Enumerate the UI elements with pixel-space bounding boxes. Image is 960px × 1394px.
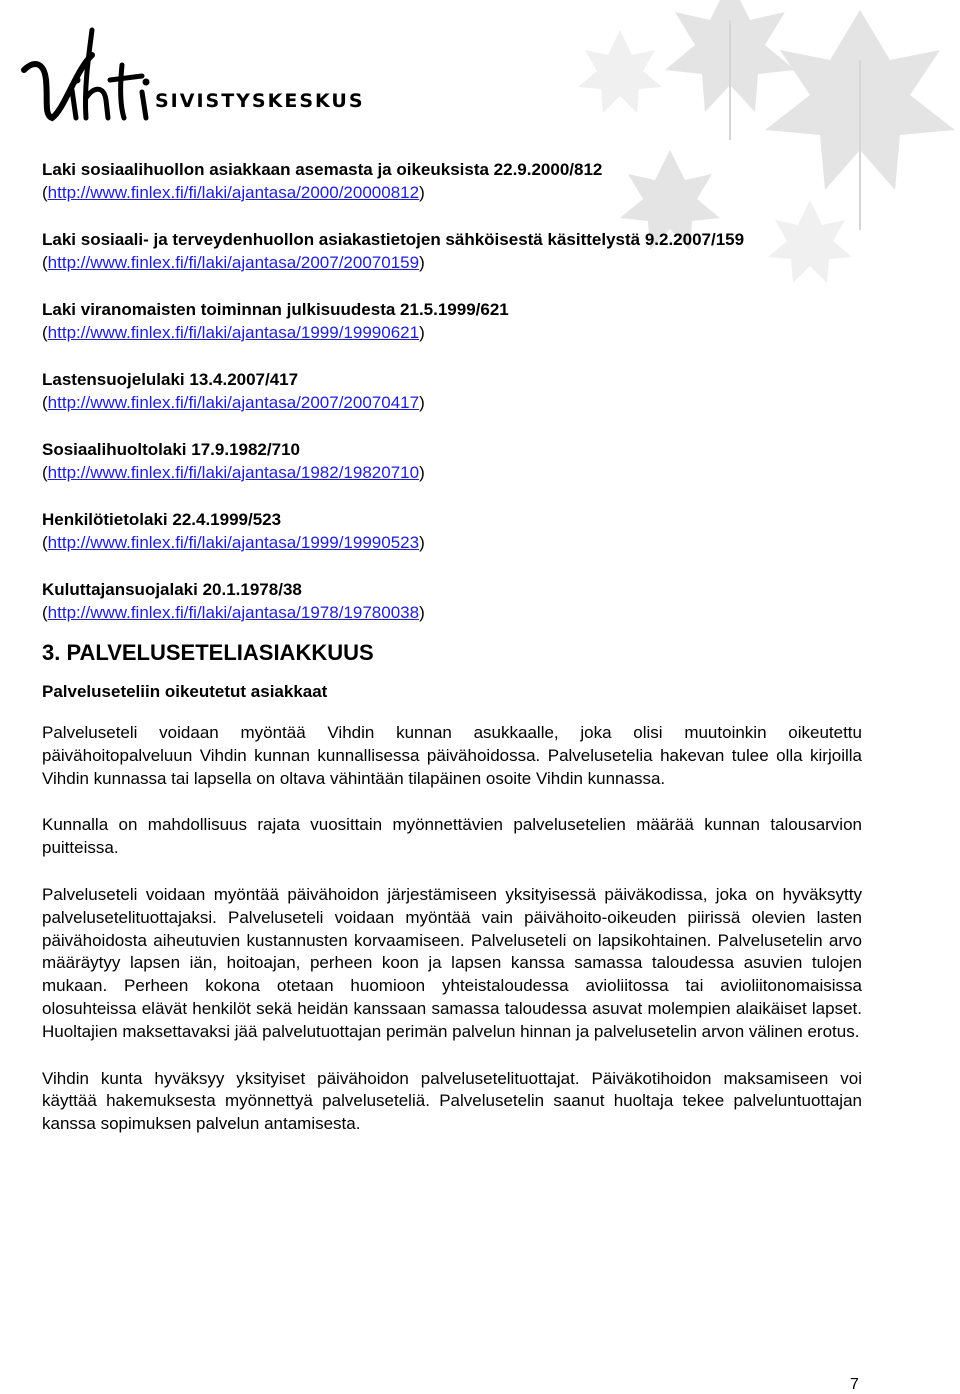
law-reference (42, 578, 862, 624)
law-title: Laki sosiaali- ja terveydenhuollon asiakastietojen sähköisestä käsittelystä 9.2.2007/159 (42, 230, 745, 249)
law-link-line: (http://www.finlex.fi/fi/laki/ajantasa/1999/19990523) (42, 533, 425, 552)
law-url-link[interactable]: http://www.finlex.fi/fi/laki/ajantasa/1999/19990523 (47, 533, 420, 552)
body-paragraph: Palveluseteli voidaan myöntää päivähoidon järjestämiseen yksityisessä päiväkodissa, joka on hyväksytty palvelusetelituottajaksi. Palveluseteli voidaan myöntää vain päivähoito-oikeuden piirissä olevien lasten päivähoidosta aiheutuvien kustannusten korvaamiseen. Palveluseteli on lapsikohtainen. Palvelusetelin arvo määräytyy lapsen iän, hoitoajan, perheen koon ja lapsen kanssa samassa taloudessa asuvien tulojen mukaan. Perheen kokona otetaan huomioon yhteistaloudessa avioliitossa tai avioliitonomaisissa olosuhteissa elävät henkilöt sekä heidän kanssaan samassa taloudessa asuvat molempien alaikäiset lapset. Huoltajien maksettavaksi jää palvelutuottajan perimän palvelun hinnan ja palvelusetelin arvon välinen erotus. (42, 884, 862, 1041)
law-reference-list (42, 158, 862, 624)
section-subheading: Palveluseteliin oikeutetut asiakkaat (42, 682, 328, 701)
vihti-logo-icon (14, 20, 344, 130)
law-link-line: (http://www.finlex.fi/fi/laki/ajantasa/2000/20000812) (42, 183, 425, 202)
law-title: Laki viranomaisten toiminnan julkisuudesta 21.5.1999/621 (42, 300, 509, 319)
section-heading: 3. PALVELUSETELIASIAKKUUS (42, 640, 374, 665)
document-body (42, 158, 862, 1160)
law-url-link[interactable]: http://www.finlex.fi/fi/laki/ajantasa/2007/20070417 (47, 393, 420, 412)
law-link-line: (http://www.finlex.fi/fi/laki/ajantasa/2007/20070417) (42, 393, 425, 412)
law-url-link[interactable]: http://www.finlex.fi/fi/laki/ajantasa/2007/20070159 (47, 253, 420, 272)
law-title: Sosiaalihuoltolaki 17.9.1982/710 (42, 440, 300, 459)
body-paragraph: Vihdin kunta hyväksyy yksityiset päivähoidon palvelusetelituottajat. Päiväkotihoidon maksamiseen voi käyttää hakemuksesta myönnettyä palveluseteliä. Palvelusetelin saanut huoltaja tekee palveluntuottajan kanssa sopimuksen palvelun antamisesta. (42, 1068, 862, 1134)
page-number: 7 (850, 1376, 859, 1393)
logo-subtitle: SIVISTYSKESKUS (155, 90, 365, 112)
law-reference (42, 228, 862, 274)
law-title: Henkilötietolaki 22.4.1999/523 (42, 510, 282, 529)
body-paragraph: Palveluseteli voidaan myöntää Vihdin kunnan asukkaalle, joka olisi muutoinkin oikeutettu päivähoitopalveluun Vihdin kunnan kunnallisessa päivähoidossa. Palvelusetelia hakevan tulee olla kirjoilla Vihdin kunnassa tai lapsella on oltava vähintään tilapäinen osoite Vihdin kunnassa. (42, 723, 862, 788)
law-link-line: (http://www.finlex.fi/fi/laki/ajantasa/2007/20070159) (42, 253, 425, 272)
law-reference (42, 508, 862, 554)
law-reference (42, 438, 862, 484)
law-title: Lastensuojelulaki 13.4.2007/417 (42, 370, 299, 389)
law-reference (42, 298, 862, 344)
body-paragraph: Kunnalla on mahdollisuus rajata vuosittain myönnettävien palvelusetelien määrää kunnan talousarvion puitteissa. (42, 815, 862, 858)
law-link-line: (http://www.finlex.fi/fi/laki/ajantasa/1999/19990621) (42, 323, 425, 342)
law-title: Laki sosiaalihuollon asiakkaan asemasta ja oikeuksista 22.9.2000/812 (42, 160, 603, 179)
law-link-line: (http://www.finlex.fi/fi/laki/ajantasa/1982/19820710) (42, 463, 425, 482)
law-link-line: (http://www.finlex.fi/fi/laki/ajantasa/1978/19780038) (42, 603, 425, 622)
law-url-link[interactable]: http://www.finlex.fi/fi/laki/ajantasa/1978/19780038 (47, 603, 420, 622)
law-reference (42, 368, 862, 414)
law-url-link[interactable]: http://www.finlex.fi/fi/laki/ajantasa/2000/20000812 (47, 183, 420, 202)
law-url-link[interactable]: http://www.finlex.fi/fi/laki/ajantasa/1982/19820710 (47, 463, 420, 482)
law-reference (42, 158, 862, 204)
law-url-link[interactable]: http://www.finlex.fi/fi/laki/ajantasa/1999/19990621 (47, 323, 420, 342)
law-title: Kuluttajansuojalaki 20.1.1978/38 (42, 580, 302, 599)
